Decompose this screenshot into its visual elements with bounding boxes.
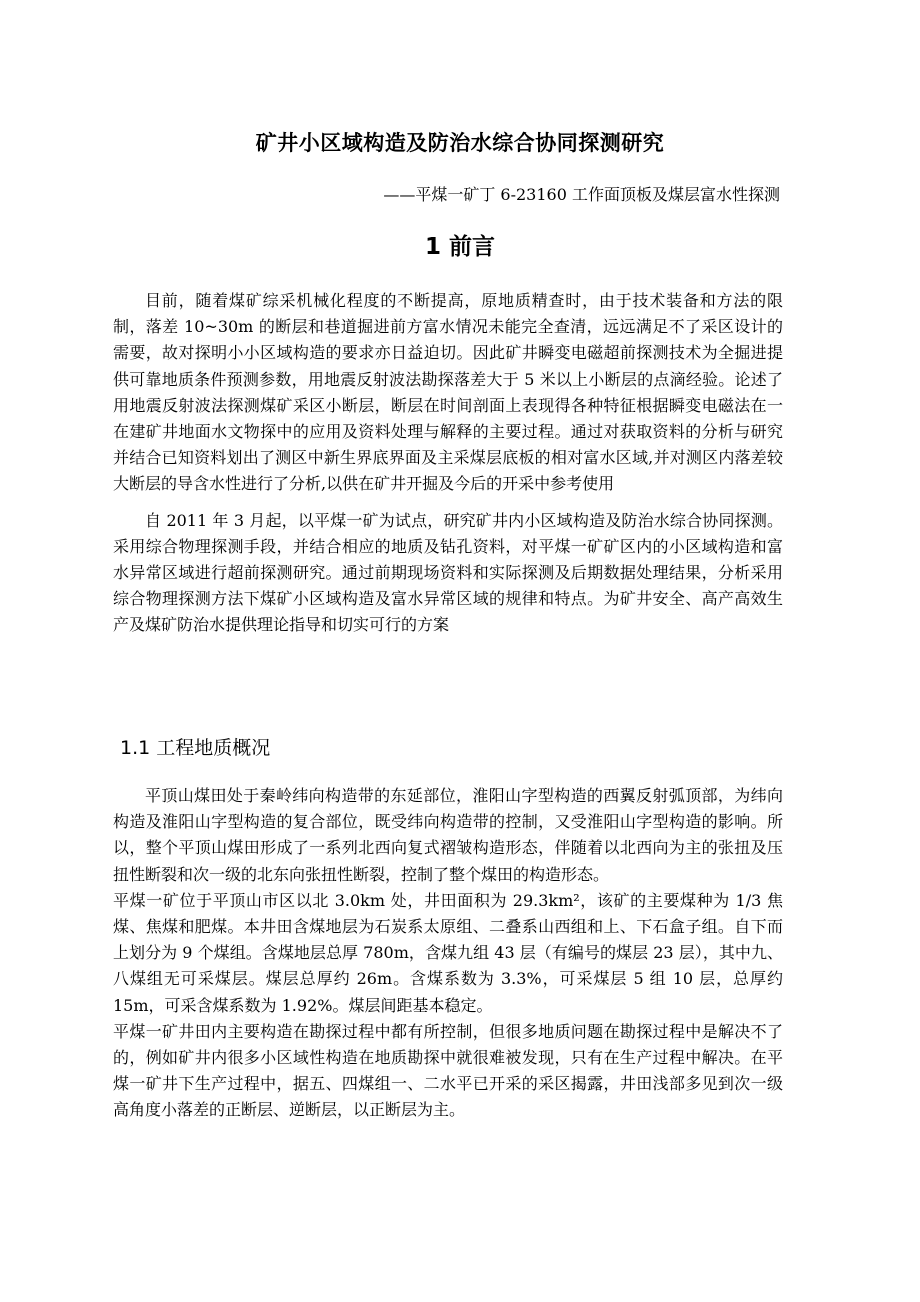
paragraph: 自 2011 年 3 月起，以平煤一矿为试点，研究矿井内小区域构造及防治水综合协同探测。采用综合物理探测手段，并结合相应的地质及钻孔资料，对平煤一矿矿区内的小区域构造和富水异常区域进行超前探测研究。通过前期现场资料和实际探测及后期数据处理结果，分析采用综合物理探测方法下煤矿小区域构造及富水异常区域的规律和特点。为矿井安全、高产高效生产及煤矿防治水提供理论指导和切实可行的方案 xyxy=(113,510,783,635)
section-1-1-body xyxy=(113,783,783,1124)
section-1-body xyxy=(113,288,783,639)
paragraph: 平顶山煤田处于秦岭纬向构造带的东延部位，淮阳山字型构造的西翼反射弧顶部，为纬向构造及淮阳山字型构造的复合部位，既受纬向构造带的控制，又受淮阳山字型构造的影响。所以，整个平顶山煤田形成了一系列北西向复式褶皱构造形态，伴随着以北西向为主的张扭及压扭性断裂和次一级的北东向张扭性断裂，控制了整个煤田的构造形态。 xyxy=(113,786,783,884)
paragraph: 目前，随着煤矿综采机械化程度的不断提高，原地质精查时，由于技术装备和方法的限制，落差 10~30m 的断层和巷道掘进前方富水情况未能完全查清，远远满足不了采区设计的需要，故对探明小小区域构造的要求亦日益迫切。因此矿井瞬变电磁超前探测技术为全掘进提供可靠地质条件预测参数，用地震反射波法勘探落差大于 5 米以上小断层的点滴经验。论述了用地震反射波法探测煤矿采区小断层，断层在时间剖面上表现得各种特征根据瞬变电磁法在一在建矿井地面水文物探中的应用及资料处理与解释的主要过程。通过对获取资料的分析与研究并结合已知资料划出了测区中新生界底界面及主采煤层底板的相对富水区域,并对测区内落差较大断层的导含水性进行了分析,以供在矿井开掘及今后的开采中参考使用 xyxy=(113,291,783,494)
section-1-1-heading: 1.1 工程地质概况 xyxy=(120,737,271,759)
document-title: 矿井小区域构造及防治水综合协同探测研究 xyxy=(255,131,665,155)
document-subtitle: ——平煤一矿丁 6-23160 工作面顶板及煤层富水性探测 xyxy=(383,185,780,204)
paragraph: 平煤一矿位于平顶山市区以北 3.0km 处，井田面积为 29.3km²，该矿的主要煤种为 1/3 焦煤、焦煤和肥煤。本井田含煤地层为石炭系太原组、二叠系山西组和上、下石盒子组。自下而上划分为 9 个煤组。含煤地层总厚 780m，含煤九组 43 层（有编号的煤层 23 层），其中九、八煤组无可采煤层。煤层总厚约 26m。含煤系数为 3.3%，可采煤层 5 组 10 层，总厚约 15m，可采含煤系数为 1.92%。煤层间距基本稳定。 xyxy=(113,890,783,1015)
section-1-heading: 1 前言 xyxy=(424,234,495,260)
paragraph: 平煤一矿井田内主要构造在勘探过程中都有所控制，但很多地质问题在勘探过程中是解决不了的，例如矿井内很多小区域性构造在地质勘探中就很难被发现，只有在生产过程中解决。在平煤一矿井下生产过程中，据五、四煤组一、二水平已开采的采区揭露，井田浅部多见到次一级高角度小落差的正断层、逆断层，以正断层为主。 xyxy=(113,1021,783,1120)
